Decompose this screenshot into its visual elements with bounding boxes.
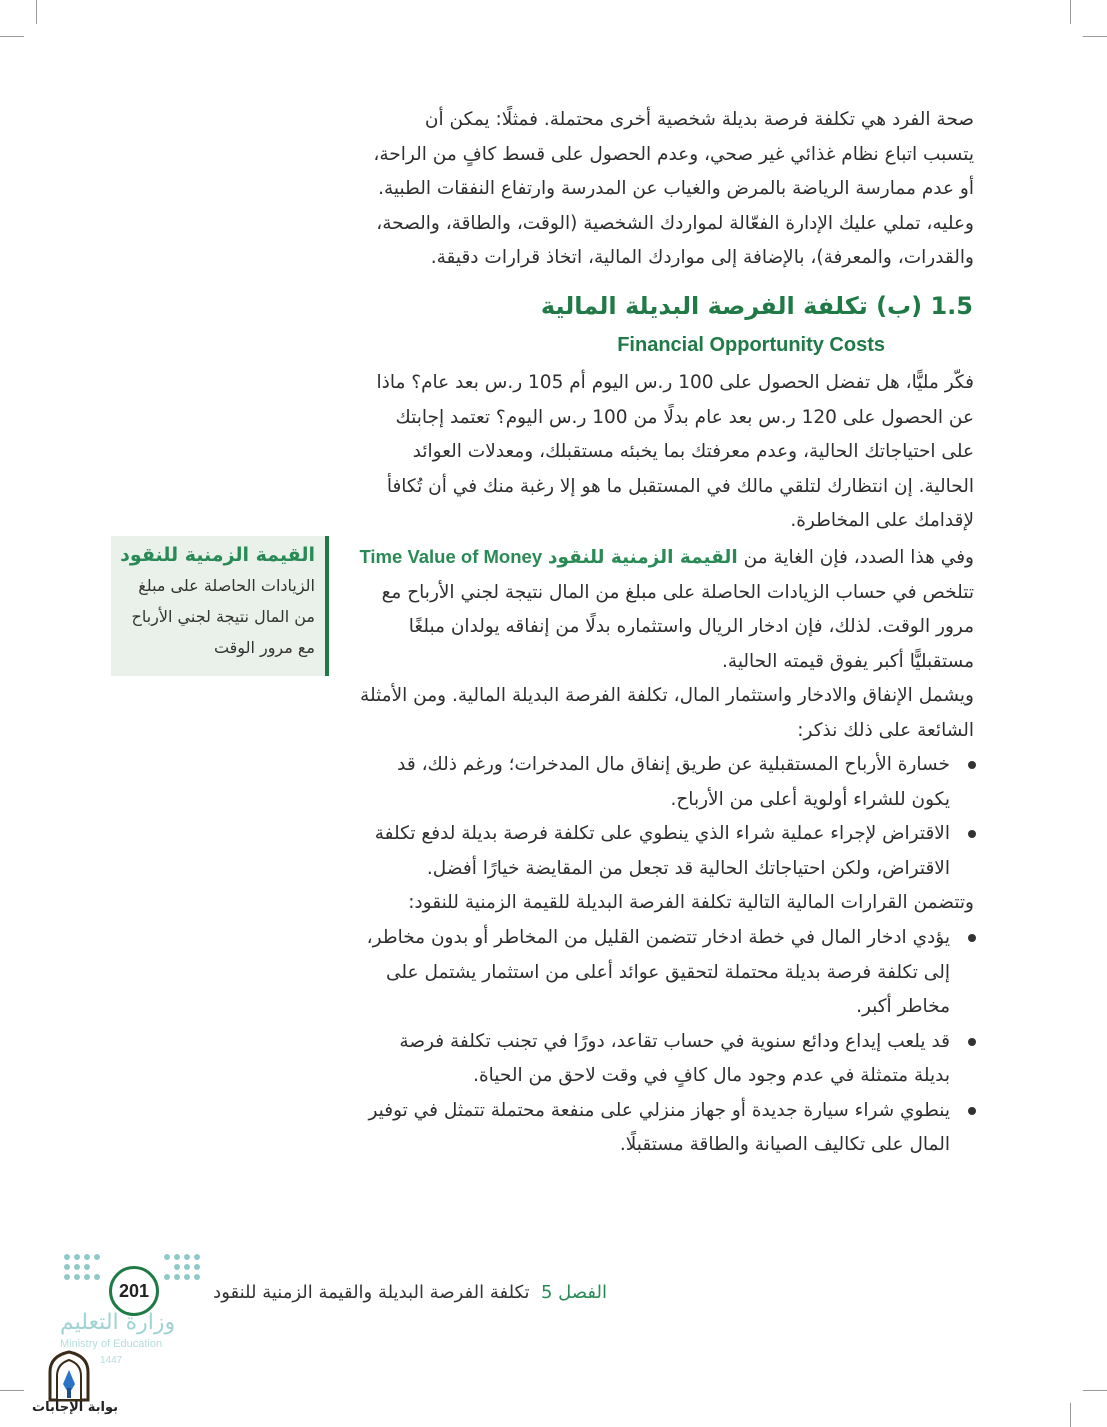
- text-line: والقدرات، والمعرفة)، بالإضافة إلى مواردك المالية، اتخاذ قرارات دقيقة.: [430, 247, 974, 268]
- list-item: [350, 817, 950, 886]
- crop-mark: [1070, 1403, 1071, 1427]
- crop-mark: [1070, 0, 1071, 24]
- keyword-en: Time Value of Money: [359, 546, 543, 567]
- chapter-title: تكلفة الفرصة البديلة والقيمة الزمنية للنقود: [213, 1282, 530, 1303]
- text-line: إلى تكلفة فرصة بديلة محتملة لتحقيق عوائد أعلى من استثمار يشتمل على: [386, 961, 950, 983]
- bullet-icon: [968, 1038, 976, 1046]
- text-line: عن الحصول على 120 ر.س بعد عام بدلًا من 100 ر.س اليوم؟ تعتمد إجابتك: [395, 406, 974, 428]
- examples-paragraph: [350, 679, 974, 748]
- text-line: مرور الوقت. لذلك، فإن ادخار الريال واستثماره بدلًا من إنفاقه يولدان مبلغًا: [408, 616, 974, 637]
- bullet-icon: [968, 761, 976, 769]
- text-line: الزيادات الحاصلة على مبلغ: [138, 576, 315, 595]
- text-line: لإقدامك على المخاطرة.: [790, 510, 974, 531]
- text-line: خسارة الأرباح المستقبلية عن طريق إنفاق مال المدخرات؛ ورغم ذلك، قد: [397, 754, 950, 775]
- think-paragraph: [350, 366, 974, 539]
- crop-mark: [0, 1390, 24, 1391]
- text-line: وعليه، تملي عليك الإدارة الفعّالة لمواردك الشخصية (الوقت، والطاقة، والصحة،: [376, 212, 974, 234]
- text-line: الاقتراض لإجراء عملية شراء الذي ينطوي على تكلفة فرصة بديلة لدفع تكلفة: [374, 823, 950, 844]
- text-line: الشائعة على ذلك نذكر:: [797, 719, 974, 741]
- text-line: مخاطر أكبر.: [856, 996, 950, 1017]
- text-line: مستقبليًّا أكبر يفوق قيمته الحالية.: [722, 650, 974, 672]
- crop-mark: [36, 0, 37, 24]
- decisions-list: [350, 921, 950, 1163]
- section-title: 1.5 (ب) تكلفة الفرصة البديلة المالية: [540, 292, 973, 320]
- list-item: [350, 748, 950, 817]
- text-line: يتسبب اتباع نظام غذائي غير صحي، وعدم الحصول على قسط كافٍ من الراحة،: [373, 143, 974, 165]
- text-line: قد يلعب إيداع ودائع سنوية في حساب تقاعد، دورًا في تجنب تكلفة فرصة: [399, 1030, 950, 1052]
- text-line: وتتضمن القرارات المالية التالية تكلفة الفرصة البديلة للقيمة الزمنية للنقود:: [408, 892, 974, 913]
- intro-paragraph: [350, 103, 974, 276]
- list-item: [350, 1094, 950, 1163]
- crop-mark: [1083, 1390, 1107, 1391]
- text-line: ينطوي شراء سيارة جديدة أو جهاز منزلي على منفعة محتملة تتمثل في توفير: [368, 1099, 950, 1121]
- ministry-name-ar: وزارة التعليم: [60, 1310, 176, 1335]
- text-line: ويشمل الإنفاق والادخار واستثمار المال، تكلفة الفرصة البديلة المالية. ومن الأمثلة: [360, 685, 974, 706]
- year-label: 1447: [100, 1355, 123, 1366]
- crop-mark: [0, 36, 24, 37]
- definition-box: [111, 536, 329, 676]
- section-subtitle: Financial Opportunity Costs: [617, 334, 885, 356]
- text-line: بديلة متمثلة في عدم وجود مال كافٍ في وقت لاحق من الحياة.: [473, 1065, 950, 1086]
- list-item: [350, 921, 950, 1025]
- text-line: مع مرور الوقت: [213, 638, 315, 657]
- tvm-paragraph: [350, 540, 974, 679]
- text-line: يكون للشراء أولوية أعلى من الأرباح.: [670, 788, 950, 810]
- text-line: يؤدي ادخار المال في خطة ادخار تتضمن القليل من المخاطر أو بدون مخاطر،: [366, 927, 950, 948]
- chapter-label: الفصل 5: [540, 1282, 607, 1303]
- text-line: المال على تكاليف الصيانة والطاقة مستقبلًا.: [619, 1134, 950, 1155]
- text-line: فكّر مليًّا، هل تفضل الحصول على 100 ر.س اليوم أم 105 ر.س بعد عام؟ ماذا: [376, 372, 974, 393]
- text-line: أو عدم ممارسة الرياضة بالمرض والغياب عن المدرسة وارتفاع النفقات الطبية.: [378, 178, 974, 199]
- watermark-text: بوابة الإجابات: [32, 1400, 118, 1415]
- decisions-intro: [350, 886, 974, 921]
- text-line: [350, 540, 974, 576]
- examples-list: [350, 748, 950, 886]
- chapter-footer: [213, 1282, 607, 1303]
- tvm-lead: وفي هذا الصدد، فإن الغاية من: [737, 547, 974, 568]
- bullet-icon: [968, 830, 976, 838]
- text-line: صحة الفرد هي تكلفة فرصة بديلة شخصية أخرى محتملة. فمثلًا: يمكن أن: [424, 109, 974, 130]
- text-line: على احتياجاتك الحالية، وعدم معرفتك بما يخبئه مستقبلك، ومعدلات العوائد: [412, 441, 974, 462]
- text-line: تتلخص في حساب الزيادات الحاصلة على مبلغ من المال نتيجة لجني الأرباح مع: [381, 581, 974, 603]
- keyword-ar: القيمة الزمنية للنقود: [548, 547, 738, 568]
- text-line: الحالية. إن انتظارك لتلقي مالك في المستقبل ما هو إلا رغبة منك في أن تُكافأ: [386, 475, 974, 497]
- ministry-name-en: Ministry of Education: [60, 1338, 163, 1350]
- list-item: [350, 1025, 950, 1094]
- crop-mark: [1083, 36, 1107, 37]
- text-line: من المال نتيجة لجني الأرباح: [131, 607, 315, 626]
- bullet-icon: [968, 1107, 976, 1115]
- definition-title: القيمة الزمنية للنقود: [120, 544, 315, 566]
- gate-logo-icon: [46, 1350, 92, 1402]
- definition-body: [119, 570, 315, 663]
- bullet-icon: [968, 934, 976, 942]
- text-line: الاقتراض، ولكن احتياجاتك الحالية قد تجعل من المقايضة خيارًا أفضل.: [426, 857, 950, 879]
- page-number: 201: [109, 1266, 159, 1316]
